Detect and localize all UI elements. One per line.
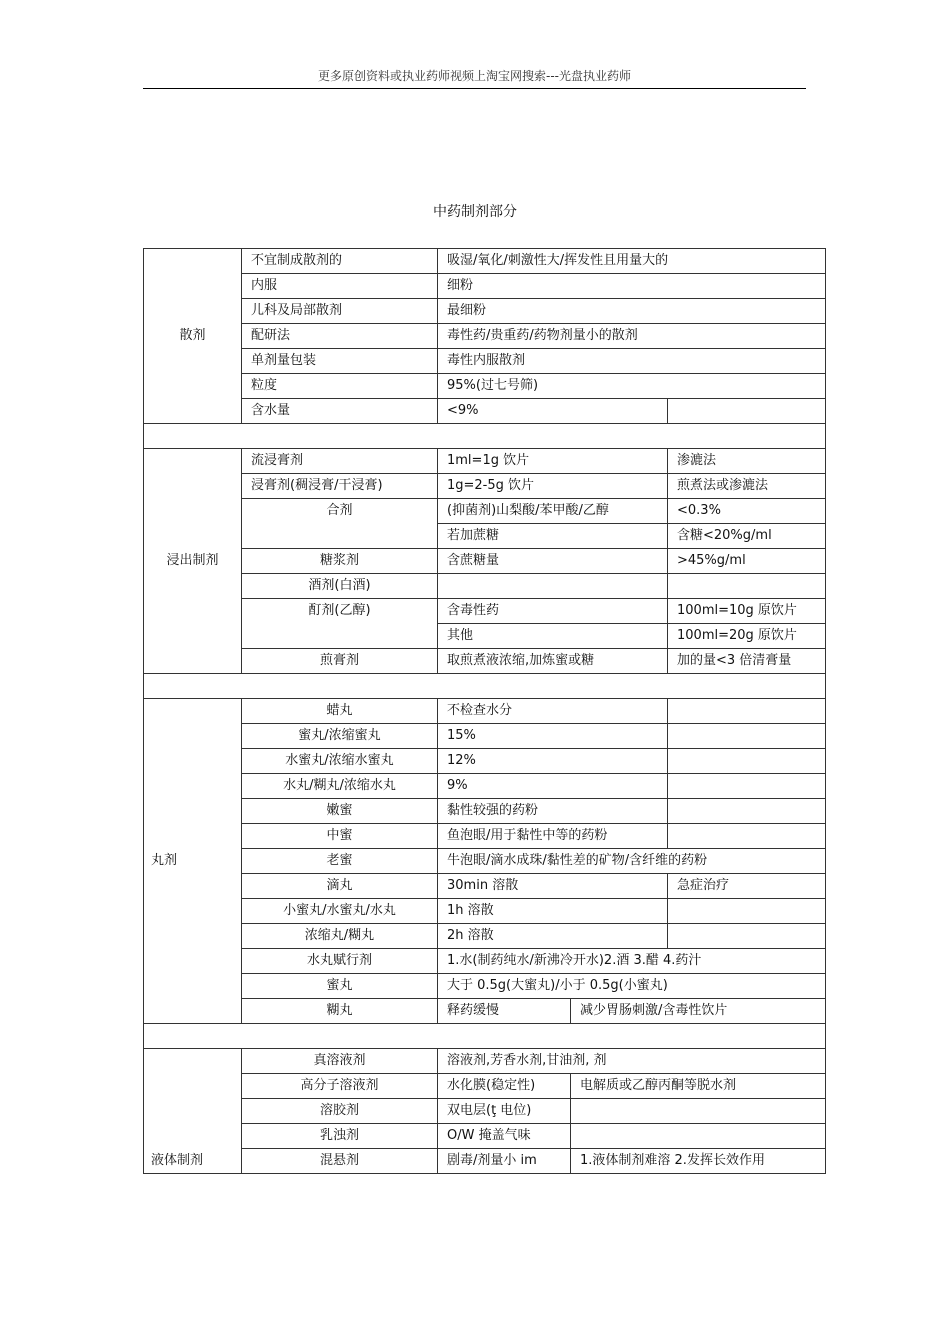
section-spacer <box>144 1024 826 1049</box>
cell-detail: 吸湿/氧化/刺激性大/挥发性且用量大的 <box>438 249 826 274</box>
cell-item: 合剂 <box>242 499 438 549</box>
section-spacer <box>144 424 826 449</box>
cell-item: 流浸膏剂 <box>242 449 438 474</box>
cell-detail: <9% <box>438 399 668 424</box>
cell-note: 减少胃肠刺激/含毒性饮片 <box>570 999 825 1023</box>
table-row <box>144 449 826 474</box>
cell-detail: 细粉 <box>438 274 826 299</box>
cell-item: 儿科及局部散剂 <box>242 299 438 324</box>
cell-detail: 最细粉 <box>438 299 826 324</box>
cell-item: 浓缩丸/糊丸 <box>242 924 438 949</box>
table-row <box>144 374 826 399</box>
cell-item: 乳浊剂 <box>242 1124 438 1149</box>
cell-item: 小蜜丸/水蜜丸/水丸 <box>242 899 438 924</box>
cell-detail: 剧毒/剂量小 im <box>447 1153 537 1168</box>
cell-note <box>668 924 826 949</box>
table-row <box>144 949 826 974</box>
split-cell <box>438 1124 825 1148</box>
cell-item: 水蜜丸/浓缩水蜜丸 <box>242 749 438 774</box>
cell-item: 粒度 <box>242 374 438 399</box>
table-row <box>144 399 826 424</box>
table-row <box>144 1099 826 1124</box>
cell-note <box>570 1099 825 1123</box>
cell-split <box>438 1074 826 1099</box>
table-row <box>144 849 826 874</box>
cell-split <box>438 999 826 1024</box>
table-row <box>144 599 826 624</box>
table-row <box>144 749 826 774</box>
section-spacer <box>144 674 826 699</box>
cell-detail: 12% <box>438 749 668 774</box>
cell-detail: 其他 <box>438 624 668 649</box>
document-title: 中药制剂部分 <box>433 204 517 220</box>
cell-detail: 溶液剂,芳香水剂,甘油剂, 剂 <box>438 1049 826 1074</box>
cell-note: 100ml=20g 原饮片 <box>668 624 826 649</box>
cell-detail: 95%(过七号筛) <box>438 374 826 399</box>
cell-note: 100ml=10g 原饮片 <box>668 599 826 624</box>
table-row <box>144 999 826 1024</box>
cell-detail: 释药缓慢 <box>447 1003 500 1018</box>
table-row <box>144 649 826 674</box>
cell-item: 配研法 <box>242 324 438 349</box>
cell-detail: 1ml=1g 饮片 <box>438 449 668 474</box>
cell-detail: 1h 溶散 <box>438 899 668 924</box>
cell-item: 滴丸 <box>242 874 438 899</box>
cell-detail: 含蔗糖量 <box>438 549 668 574</box>
cell-detail: 不检查水分 <box>438 699 668 724</box>
cell-detail: 双电层(ţ 电位) <box>447 1103 532 1118</box>
table-row <box>144 824 826 849</box>
cell-item: 糖浆剂 <box>242 549 438 574</box>
cell-note <box>668 824 826 849</box>
cell-note: <0.3% <box>668 499 826 524</box>
cell-item: 水丸/糊丸/浓缩水丸 <box>242 774 438 799</box>
cell-note: 加的量<3 倍清膏量 <box>668 649 826 674</box>
cell-detail: 毒性内服散剂 <box>438 349 826 374</box>
table-row <box>144 549 826 574</box>
cell-detail: 9% <box>438 774 668 799</box>
cell-detail: 大于 0.5g(大蜜丸)/小于 0.5g(小蜜丸) <box>438 974 826 999</box>
cell-note <box>668 699 826 724</box>
cell-note <box>668 749 826 774</box>
group-label-extract: 浸出制剂 <box>144 449 242 674</box>
cell-note: >45%g/ml <box>668 549 826 574</box>
cell-split <box>438 1099 826 1124</box>
cell-detail: 毒性药/贵重药/药物剂量小的散剂 <box>438 324 826 349</box>
cell-item: 糊丸 <box>242 999 438 1024</box>
cell-item: 中蜜 <box>242 824 438 849</box>
cell-item: 蜜丸/浓缩蜜丸 <box>242 724 438 749</box>
table-row <box>144 574 826 599</box>
table-row <box>144 899 826 924</box>
cell-item: 酒剂(白酒) <box>242 574 438 599</box>
cell-item: 不宜制成散剂的 <box>242 249 438 274</box>
cell-note <box>668 724 826 749</box>
cell-item: 老蜜 <box>242 849 438 874</box>
split-cell <box>438 1149 825 1173</box>
cell-detail: 含毒性药 <box>438 599 668 624</box>
cell-detail: 鱼泡眼/用于黏性中等的药粉 <box>438 824 668 849</box>
page-header: 更多原创资料或执业药师视频上淘宝网搜索---光盘执业药师 <box>143 66 806 89</box>
cell-item: 溶胶剂 <box>242 1099 438 1124</box>
table-row <box>144 924 826 949</box>
table-row <box>144 1124 826 1149</box>
group-label-liquid: 液体制剂 <box>144 1049 242 1174</box>
cell-item: 蜡丸 <box>242 699 438 724</box>
cell-detail: 30min 溶散 <box>438 874 668 899</box>
cell-detail: 黏性较强的药粉 <box>438 799 668 824</box>
table-row <box>144 349 826 374</box>
cell-detail: 1g=2-5g 饮片 <box>438 474 668 499</box>
cell-item: 单剂量包装 <box>242 349 438 374</box>
cell-note <box>570 1124 825 1148</box>
cell-split <box>438 1149 826 1174</box>
cell-item: 真溶液剂 <box>242 1049 438 1074</box>
split-cell <box>438 1074 825 1098</box>
cell-note: 煎煮法或渗漉法 <box>668 474 826 499</box>
cell-item: 浸膏剂(稠浸膏/干浸膏) <box>242 474 438 499</box>
cell-note <box>668 774 826 799</box>
cell-item: 高分子溶液剂 <box>242 1074 438 1099</box>
group-label-pill: 丸剂 <box>144 699 242 1024</box>
table-row <box>144 724 826 749</box>
table-row <box>144 474 826 499</box>
cell-split <box>438 1124 826 1149</box>
preparation-table <box>143 248 826 1174</box>
table-row <box>144 1149 826 1174</box>
cell-detail <box>438 574 668 599</box>
cell-note <box>668 799 826 824</box>
table-row <box>144 774 826 799</box>
table-row <box>144 974 826 999</box>
cell-note: 渗漉法 <box>668 449 826 474</box>
table-row <box>144 1049 826 1074</box>
cell-detail: 15% <box>438 724 668 749</box>
table-row <box>144 324 826 349</box>
cell-item: 煎膏剂 <box>242 649 438 674</box>
split-cell <box>438 1099 825 1123</box>
table-row <box>144 499 826 524</box>
cell-detail: (抑菌剂)山梨酸/苯甲酸/乙醇 <box>438 499 668 524</box>
cell-detail: 2h 溶散 <box>438 924 668 949</box>
cell-item: 酊剂(乙醇) <box>242 599 438 649</box>
group-label-powder: 散剂 <box>144 249 242 424</box>
cell-item: 嫩蜜 <box>242 799 438 824</box>
cell-note: 1.液体制剂难溶 2.发挥长效作用 <box>570 1149 825 1173</box>
table-row <box>144 274 826 299</box>
cell-note: 电解质或乙醇丙酮等脱水剂 <box>570 1074 825 1098</box>
table-row <box>144 299 826 324</box>
cell-note: 急症治疗 <box>668 874 826 899</box>
split-cell <box>438 999 825 1023</box>
cell-note: 含糖<20%g/ml <box>668 524 826 549</box>
cell-note <box>668 399 826 424</box>
cell-detail: 1.水(制药纯水/新沸冷开水)2.酒 3.醋 4.药汁 <box>438 949 826 974</box>
cell-note <box>668 899 826 924</box>
cell-item: 水丸赋行剂 <box>242 949 438 974</box>
table-row <box>144 874 826 899</box>
cell-detail: 水化膜(稳定性) <box>447 1078 536 1093</box>
cell-detail: 取煎煮液浓缩,加炼蜜或糖 <box>438 649 668 674</box>
table-row <box>144 799 826 824</box>
cell-detail: 牛泡眼/滴水成珠/黏性差的矿物/含纤维的药粉 <box>438 849 826 874</box>
cell-detail: 若加蔗糖 <box>438 524 668 549</box>
table-row <box>144 249 826 274</box>
table-row <box>144 699 826 724</box>
cell-item: 混悬剂 <box>242 1149 438 1174</box>
cell-item: 含水量 <box>242 399 438 424</box>
table-row <box>144 1074 826 1099</box>
cell-note <box>668 574 826 599</box>
cell-item: 蜜丸 <box>242 974 438 999</box>
cell-detail: O/W 掩盖气味 <box>447 1128 531 1143</box>
cell-item: 内服 <box>242 274 438 299</box>
